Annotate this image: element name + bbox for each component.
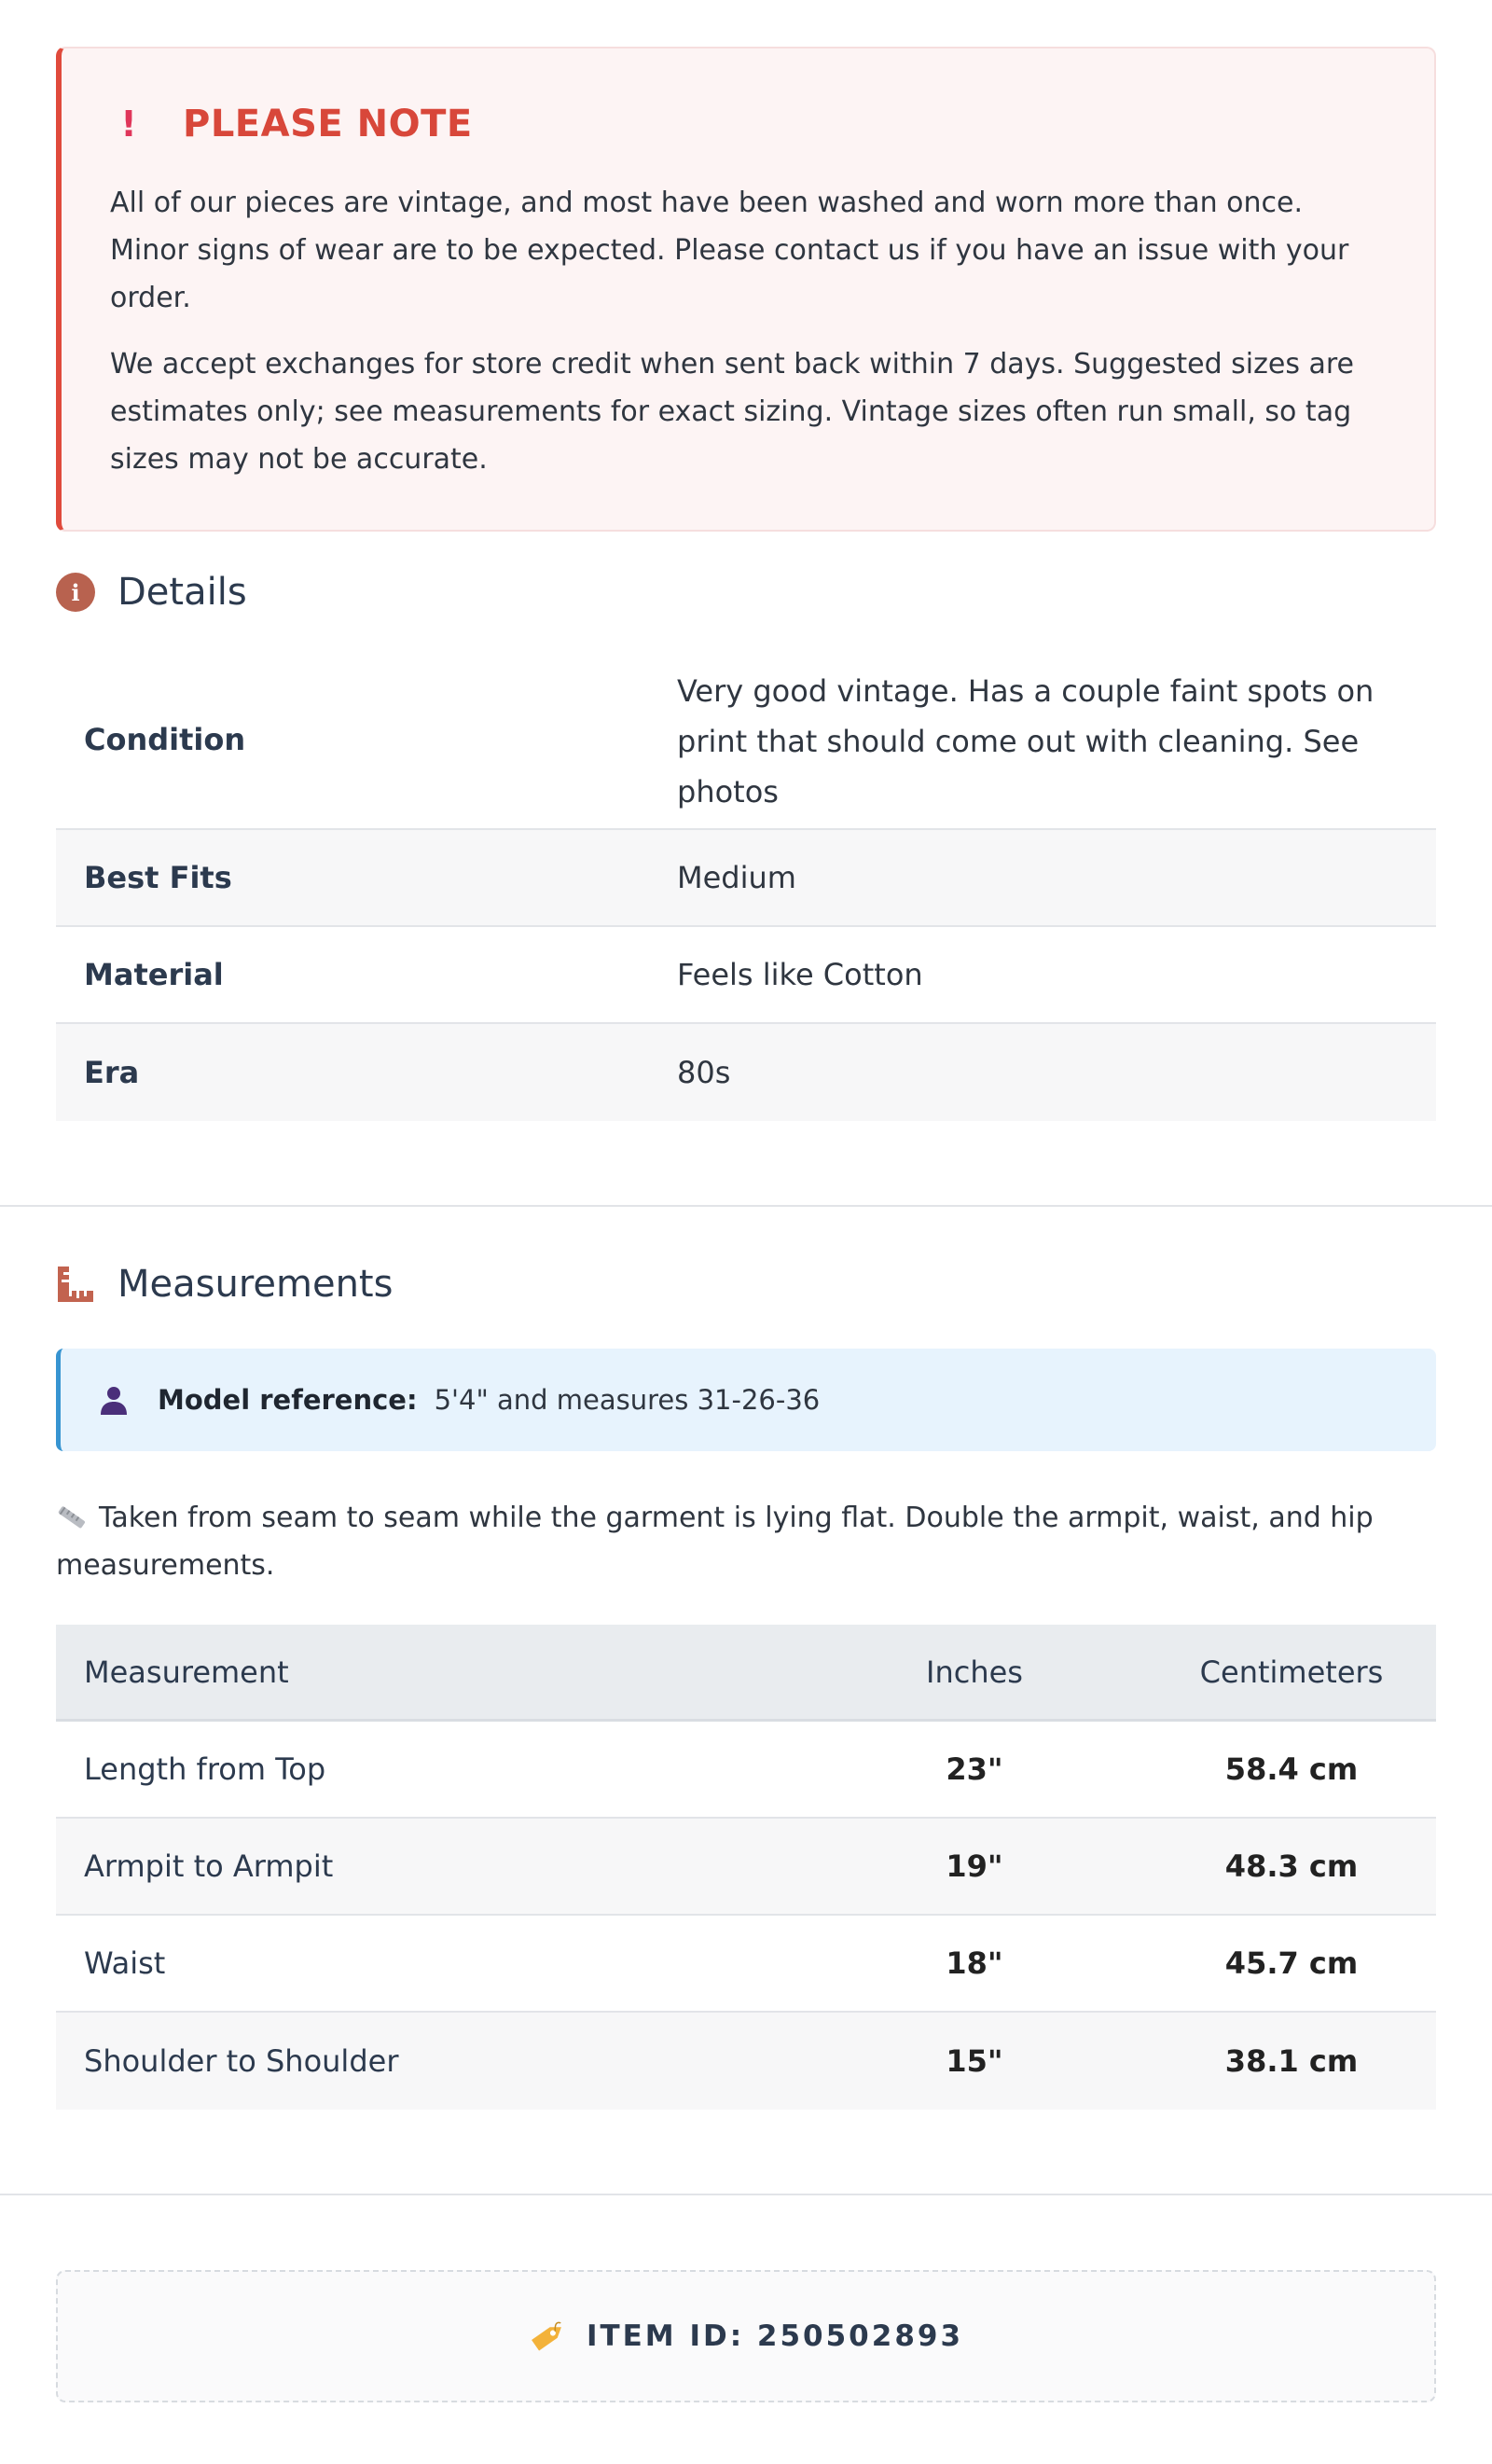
tag-icon: [529, 2319, 568, 2354]
table-row: [56, 1722, 1436, 1819]
details-heading: [56, 571, 1436, 614]
measurement-name: Shoulder to Shoulder: [84, 2043, 399, 2079]
details-row-best-fits: [56, 830, 1436, 927]
measurements-title: Measurements: [117, 1263, 394, 1306]
details-row-condition: [56, 651, 1436, 830]
measurements-table: [56, 1625, 1436, 2110]
exclamation-icon: !: [120, 104, 137, 145]
person-icon: [98, 1384, 130, 1416]
measurement-name: Length from Top: [84, 1751, 326, 1787]
table-row: [56, 1819, 1436, 1916]
table-row: [56, 1916, 1436, 2013]
table-row: [56, 2013, 1436, 2110]
item-id-box: [56, 2270, 1436, 2402]
details-value: Feels like Cotton: [677, 957, 923, 992]
details-key: Best Fits: [84, 860, 232, 895]
item-id-label: ITEM ID: 250502893: [586, 2319, 964, 2353]
model-reference-value: 5'4" and measures 31-26-36: [434, 1384, 821, 1416]
details-key: Condition: [84, 722, 246, 757]
notice-title: PLEASE NOTE: [183, 103, 473, 145]
measurement-inches: 23": [946, 1751, 1003, 1787]
measurements-heading: [56, 1263, 1436, 1306]
measurement-cm: 45.7 cm: [1224, 1945, 1359, 1981]
measurement-inches: 15": [946, 2043, 1003, 2079]
column-header-measurement: Measurement: [84, 1654, 289, 1690]
section-divider: [0, 2194, 1492, 2195]
notice-paragraph-1: All of our pieces are vintage, and most have been washed and worn more than once. Minor signs of wear are to be expected. Please contact us if you have an issue with your order.: [110, 187, 1349, 314]
column-header-inches: Inches: [926, 1654, 1023, 1690]
info-icon: i: [56, 573, 95, 612]
details-value: Medium: [677, 860, 796, 895]
details-title: Details: [117, 571, 247, 614]
measurement-note: [56, 1494, 1436, 1589]
details-key: Era: [84, 1055, 140, 1090]
details-row-material: [56, 927, 1436, 1024]
measurement-inches: 18": [946, 1945, 1003, 1981]
details-key: Material: [84, 957, 224, 992]
notice-paragraph-2: We accept exchanges for store credit when sent back within 7 days. Suggested sizes are estimates only; see measurements for exact sizing. Vintage sizes often run small, so tag sizes may not be accurate.: [110, 348, 1355, 476]
measurement-name: Armpit to Armpit: [84, 1848, 334, 1884]
model-reference-callout: [56, 1349, 1436, 1451]
details-value: 80s: [677, 1055, 731, 1090]
details-table: [56, 651, 1436, 1121]
details-row-era: [56, 1024, 1436, 1121]
notice-header: [110, 103, 1388, 145]
measurement-name: Waist: [84, 1945, 166, 1981]
please-note-panel: [56, 47, 1436, 532]
measurement-cm: 38.1 cm: [1224, 2043, 1359, 2079]
details-value: Very good vintage. Has a couple faint spots on print that should come out with cleaning. See photos: [677, 673, 1375, 810]
column-header-centimeters: Centimeters: [1199, 1654, 1384, 1690]
measurement-inches: 19": [946, 1848, 1003, 1884]
measurements-table-header: [56, 1625, 1436, 1722]
measurement-cm: 48.3 cm: [1224, 1848, 1359, 1884]
measurement-cm: 58.4 cm: [1224, 1751, 1359, 1787]
model-reference-label: Model reference:: [158, 1384, 418, 1416]
ruler-icon: [56, 1265, 95, 1304]
pencil-icon: [56, 1504, 90, 1530]
measurement-note-text: Taken from seam to seam while the garment is lying flat. Double the armpit, waist, and hip measurements.: [56, 1502, 1374, 1582]
